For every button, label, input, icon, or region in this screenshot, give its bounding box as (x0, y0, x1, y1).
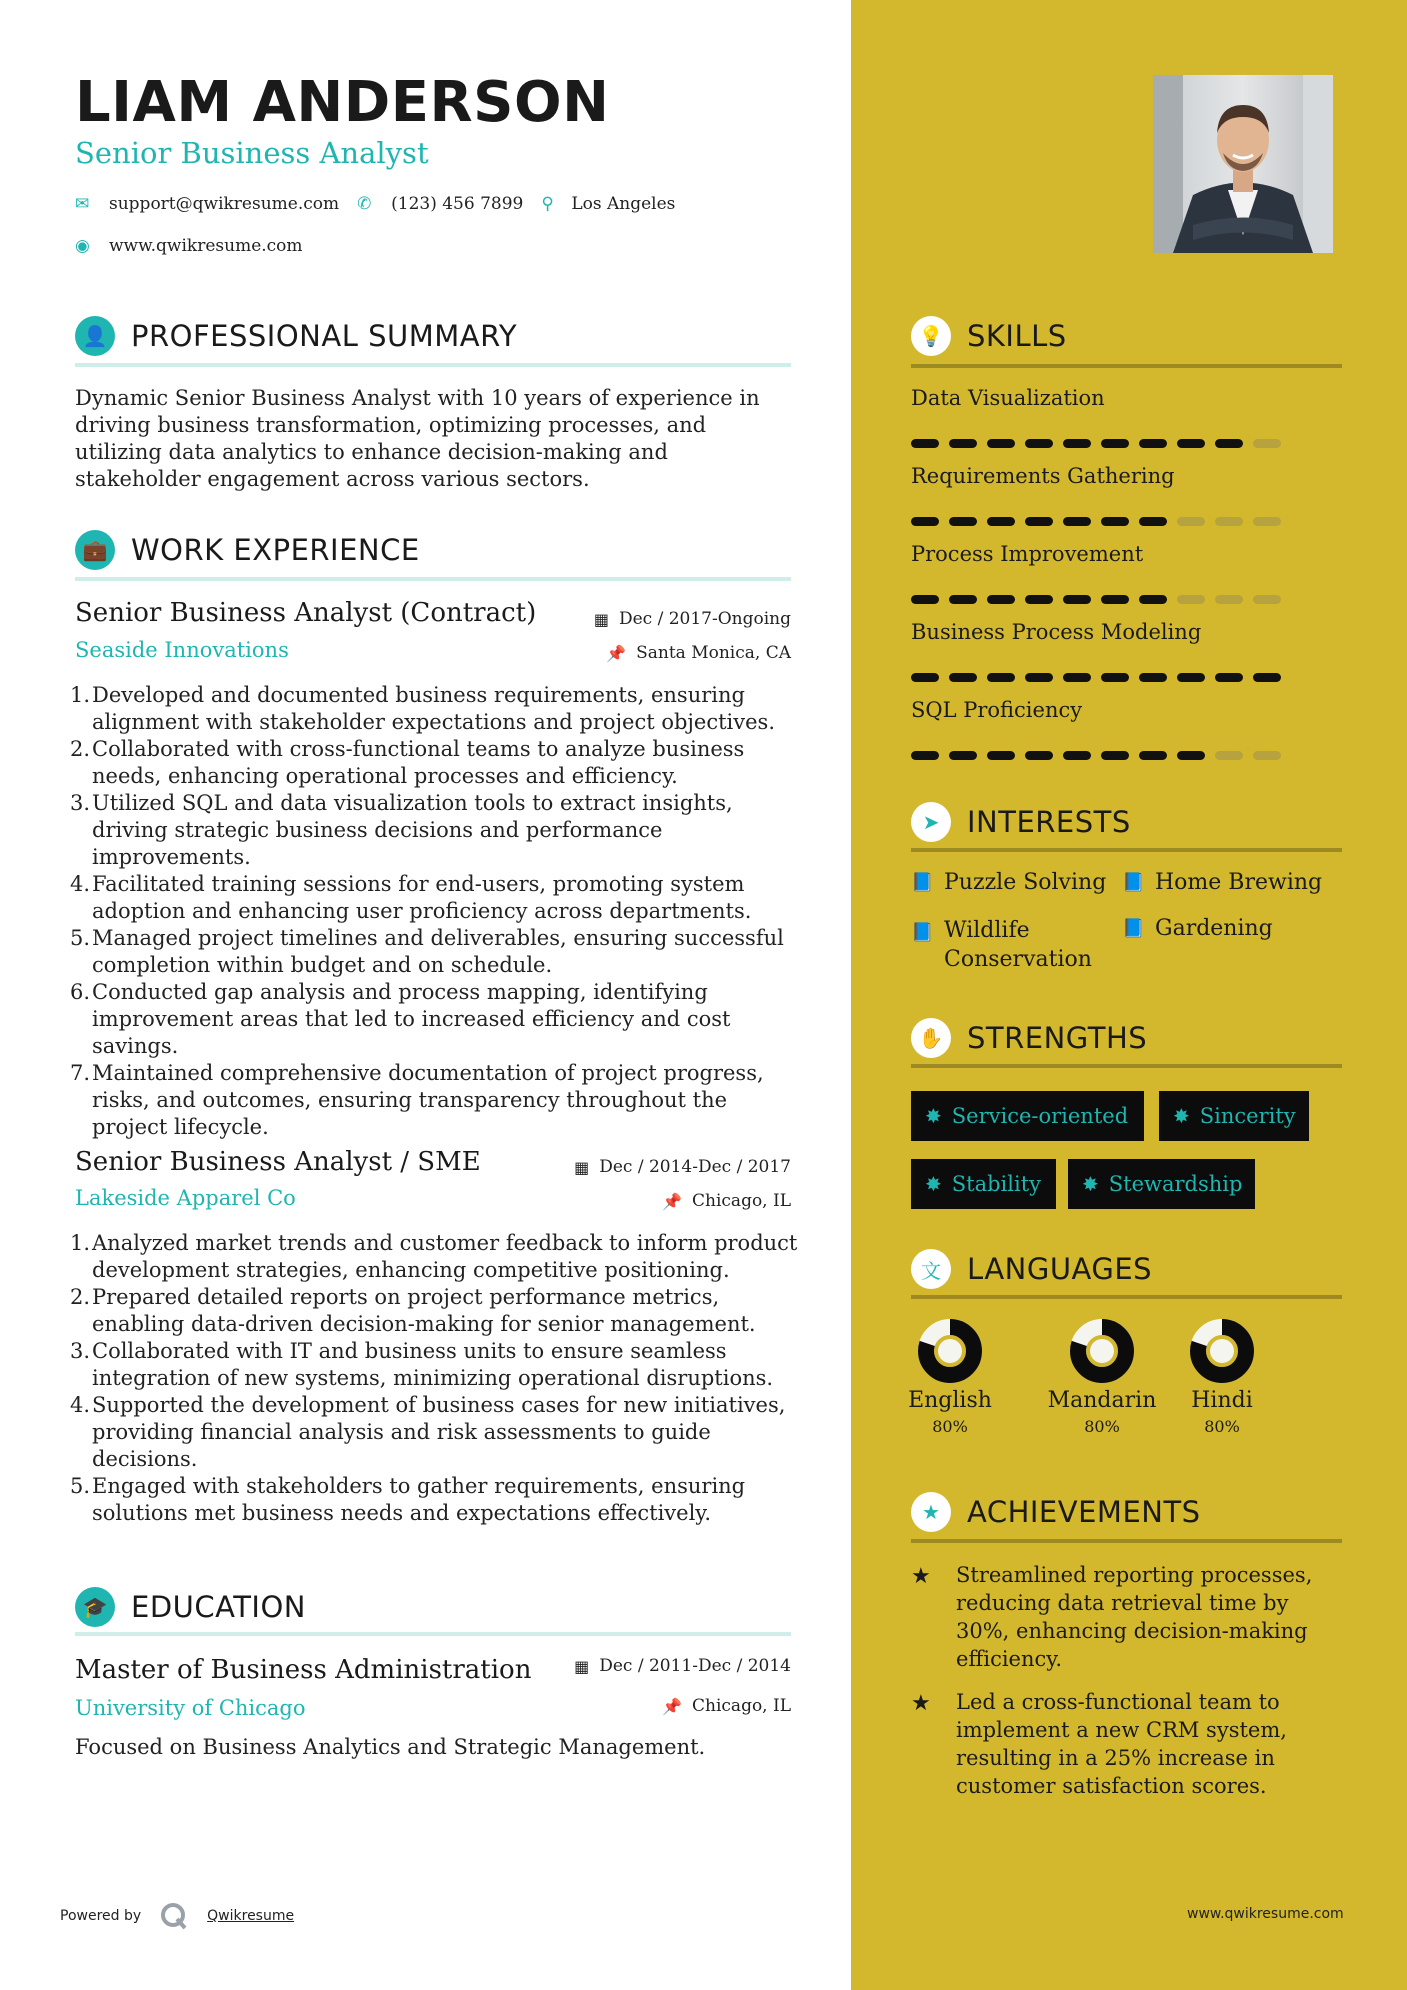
list-item: 1. Analyzed market trends and customer feedback to inform product development strategies, enhancing competitive positioning. (70, 1231, 798, 1282)
summary-rule (75, 363, 791, 367)
list-item: 2. Prepared detailed reports on project performance metrics, enabling data-driven decision-making for senior management. (70, 1285, 756, 1336)
job-dates: ▦ Dec / 2017-Ongoing (593, 609, 791, 629)
star-icon: ★ (911, 1691, 931, 1716)
calendar-icon: ▦ (593, 609, 609, 629)
qwikresume-link[interactable]: Qwikresume (207, 1908, 295, 1924)
skill-name: Process Improvement (911, 542, 1144, 566)
list-item: 3. Utilized SQL and data visualization tools to extract insights, driving strategic business decisions and performance improvements. (70, 791, 733, 869)
donut-hole (1090, 1339, 1114, 1363)
skill-dash (1253, 439, 1281, 448)
skill-dash (1215, 595, 1243, 604)
qwikresume-logo-icon (159, 1901, 189, 1931)
job-company: Lakeside Apparel Co (75, 1186, 296, 1210)
skill-dash (911, 673, 939, 682)
skill-level-bar (911, 595, 1281, 604)
skill-dash (987, 439, 1015, 448)
job-company: Seaside Innovations (75, 638, 289, 662)
calendar-icon: ▦ (574, 1656, 590, 1676)
languages-rule (911, 1295, 1342, 1299)
language-item: Mandarin 80% (1047, 1318, 1157, 1436)
skill-dash (1101, 673, 1129, 682)
burst-icon: ✸ (925, 1104, 942, 1128)
skill-dash (987, 517, 1015, 526)
job-bullets (70, 682, 800, 1141)
email-link[interactable]: support@qwikresume.com (109, 194, 340, 214)
skill-level-bar (911, 517, 1281, 526)
language-item: Hindi 80% (1182, 1318, 1262, 1436)
skill-dash (1253, 751, 1281, 760)
education-location: 📌 Chicago, IL (662, 1696, 791, 1716)
interest-item: 📘 Puzzle Solving (911, 870, 1107, 895)
burst-icon: ✸ (1173, 1104, 1190, 1128)
skills-heading: 💡 SKILLS (911, 316, 1067, 356)
job-location: 📌 Chicago, IL (662, 1191, 791, 1211)
lightbulb-icon: 💡 (911, 316, 951, 356)
achievement-item: ★ Led a cross-functional team to implement a new CRM system, resulting in a 25% increase in customer satisfaction scores. (911, 1690, 1287, 1798)
achievements-rule (911, 1539, 1342, 1543)
map-pin-icon: ⚲ (541, 194, 554, 214)
skill-dash (1025, 439, 1053, 448)
skill-dash (1215, 751, 1243, 760)
skill-dash (1177, 595, 1205, 604)
pin-icon: 📌 (662, 1696, 683, 1716)
skill-dash (1025, 517, 1053, 526)
interests-rule (911, 848, 1342, 852)
job-title: Senior Business Analyst (Contract) (75, 598, 537, 628)
hand-icon: ✋ (911, 1018, 951, 1058)
language-donut (917, 1318, 983, 1384)
skill-dash (1177, 439, 1205, 448)
skill-level-bar (911, 751, 1281, 760)
summary-text: Dynamic Senior Business Analyst with 10 years of experience in driving business transformation, optimizing processes, and utilizing data analytics to enhance decision-making and stakeholder engagement across various sectors. (75, 386, 760, 491)
list-item: 6. Conducted gap analysis and process mapping, identifying improvement areas that led to increased efficiency and cost savings. (70, 980, 731, 1058)
skill-name: Data Visualization (911, 386, 1105, 410)
skill-dash (911, 751, 939, 760)
skill-dash (1215, 673, 1243, 682)
job-bullets (70, 1230, 800, 1527)
skill-dash (911, 595, 939, 604)
language-item: English 80% (905, 1318, 995, 1436)
school-name: University of Chicago (75, 1696, 306, 1720)
list-item: 3. Collaborated with IT and business units to ensure seamless integration of new systems, minimizing operational disruptions. (70, 1339, 774, 1390)
briefcase-icon: 💼 (75, 530, 115, 570)
job-dates: ▦ Dec / 2014-Dec / 2017 (574, 1157, 791, 1177)
footer-site[interactable]: www.qwikresume.com (1187, 1906, 1344, 1922)
skill-dash (949, 439, 977, 448)
experience-rule (75, 577, 791, 581)
skill-dash (949, 751, 977, 760)
skill-name: Requirements Gathering (911, 464, 1175, 488)
skill-level-bar (911, 439, 1281, 448)
achievements-heading: ★ ACHIEVEMENTS (911, 1492, 1201, 1532)
interest-item: 📘 Wildlife Conservation (911, 918, 1092, 972)
candidate-name: LIAM ANDERSON (75, 70, 610, 135)
job-location: 📌 Santa Monica, CA (606, 643, 791, 663)
skill-dash (1253, 673, 1281, 682)
skill-dash (949, 673, 977, 682)
languages-heading: 文 LANGUAGES (911, 1249, 1152, 1289)
list-item: 4. Facilitated training sessions for end-users, promoting system adoption and enhancing user proficiency across departments. (70, 872, 752, 923)
skill-dash (1063, 751, 1091, 760)
skill-dash (1063, 439, 1091, 448)
skill-dash (911, 517, 939, 526)
strength-tag: ✸ Service-oriented (911, 1091, 1144, 1141)
skill-dash (1101, 517, 1129, 526)
job-title: Senior Business Analyst / SME (75, 1147, 481, 1177)
degree-title: Master of Business Administration (75, 1655, 532, 1685)
star-icon: ★ (911, 1564, 931, 1589)
language-icon: 文 (911, 1249, 951, 1289)
skills-rule (911, 364, 1342, 368)
calendar-icon: ▦ (574, 1157, 590, 1177)
contact-row-2 (75, 236, 321, 256)
phone-number: (123) 456 7899 (391, 194, 524, 214)
interests-heading: ➤ INTERESTS (911, 802, 1131, 842)
skill-dash (1215, 439, 1243, 448)
star-icon: ★ (911, 1492, 951, 1532)
skill-dash (1101, 595, 1129, 604)
strengths-heading: ✋ STRENGTHS (911, 1018, 1147, 1058)
language-donut (1069, 1318, 1135, 1384)
strengths-rule (911, 1064, 1342, 1068)
skill-dash (987, 751, 1015, 760)
experience-heading: 💼 WORK EXPERIENCE (75, 530, 420, 570)
footer-powered: Powered by Qwikresume (60, 1901, 294, 1931)
skill-dash (987, 673, 1015, 682)
list-item: 7. Maintained comprehensive documentation of project progress, risks, and outcomes, ensuring transparency throughout the project lifecycle. (70, 1061, 764, 1139)
skill-dash (1063, 595, 1091, 604)
globe-icon: ◉ (75, 236, 90, 256)
skill-dash (911, 439, 939, 448)
interest-item: 📘 Gardening (1122, 916, 1273, 941)
skill-dash (1063, 517, 1091, 526)
book-icon: 📘 (1122, 872, 1145, 893)
envelope-icon: ✉ (75, 194, 90, 214)
interest-item: 📘 Home Brewing (1122, 870, 1323, 895)
list-item: 2. Collaborated with cross-functional teams to analyze business needs, enhancing operational processes and efficiency. (70, 737, 745, 788)
education-rule (75, 1632, 791, 1636)
skill-dash (987, 595, 1015, 604)
candidate-title: Senior Business Analyst (75, 136, 429, 170)
skill-dash (949, 595, 977, 604)
skill-dash (1063, 673, 1091, 682)
book-icon: 📘 (911, 872, 934, 893)
skill-dash (1101, 439, 1129, 448)
education-dates: ▦ Dec / 2011-Dec / 2014 (574, 1656, 791, 1676)
skill-dash (1253, 517, 1281, 526)
education-description: Focused on Business Analytics and Strategic Management. (75, 1735, 706, 1759)
skill-dash (1025, 751, 1053, 760)
book-icon: 📘 (911, 922, 934, 943)
burst-icon: ✸ (925, 1172, 942, 1196)
skill-dash (1177, 673, 1205, 682)
achievement-item: ★ Streamlined reporting processes, reducing data retrieval time by 30%, enhancing decision-making efficiency. (911, 1563, 1313, 1671)
list-item: 5. Managed project timelines and deliverables, ensuring successful completion within budget and on schedule. (70, 926, 784, 977)
skill-dash (1139, 517, 1167, 526)
skill-dash (1025, 595, 1053, 604)
skill-dash (1139, 751, 1167, 760)
location-text: Los Angeles (571, 194, 676, 214)
skill-dash (1139, 595, 1167, 604)
user-icon: 👤 (75, 316, 115, 356)
skill-dash (1139, 673, 1167, 682)
paper-plane-icon: ➤ (911, 802, 951, 842)
skill-level-bar (911, 673, 1281, 682)
skill-dash (949, 517, 977, 526)
donut-hole (1210, 1339, 1234, 1363)
summary-heading: 👤 PROFESSIONAL SUMMARY (75, 316, 517, 356)
book-icon: 📘 (1122, 918, 1145, 939)
skill-dash (1025, 673, 1053, 682)
donut-hole (938, 1339, 962, 1363)
skill-dash (1101, 751, 1129, 760)
list-item: 1. Developed and documented business requirements, ensuring alignment with stakeholder expectations and project objectives. (70, 683, 776, 734)
website-link[interactable]: www.qwikresume.com (109, 236, 303, 256)
profile-photo (1153, 75, 1333, 253)
strength-tag: ✸ Stewardship (1068, 1159, 1255, 1209)
skill-dash (1177, 751, 1205, 760)
strength-tag: ✸ Sincerity (1159, 1091, 1309, 1141)
burst-icon: ✸ (1082, 1172, 1099, 1196)
pin-icon: 📌 (606, 643, 627, 663)
skill-dash (1215, 517, 1243, 526)
contact-row-1 (75, 194, 693, 214)
skill-name: SQL Proficiency (911, 698, 1083, 722)
skill-dash (1253, 595, 1281, 604)
list-item: 5. Engaged with stakeholders to gather requirements, ensuring solutions met business needs and expectations effectively. (70, 1474, 746, 1525)
phone-icon: ✆ (357, 194, 372, 214)
strength-tag: ✸ Stability (911, 1159, 1056, 1209)
skill-name: Business Process Modeling (911, 620, 1202, 644)
list-item: 4. Supported the development of business cases for new initiatives, providing financial analysis and risk assessments to guide decisions. (70, 1393, 786, 1471)
skill-dash (1177, 517, 1205, 526)
education-heading: 🎓 EDUCATION (75, 1587, 306, 1627)
skill-dash (1139, 439, 1167, 448)
language-donut (1189, 1318, 1255, 1384)
pin-icon: 📌 (662, 1191, 683, 1211)
graduation-cap-icon: 🎓 (75, 1587, 115, 1627)
